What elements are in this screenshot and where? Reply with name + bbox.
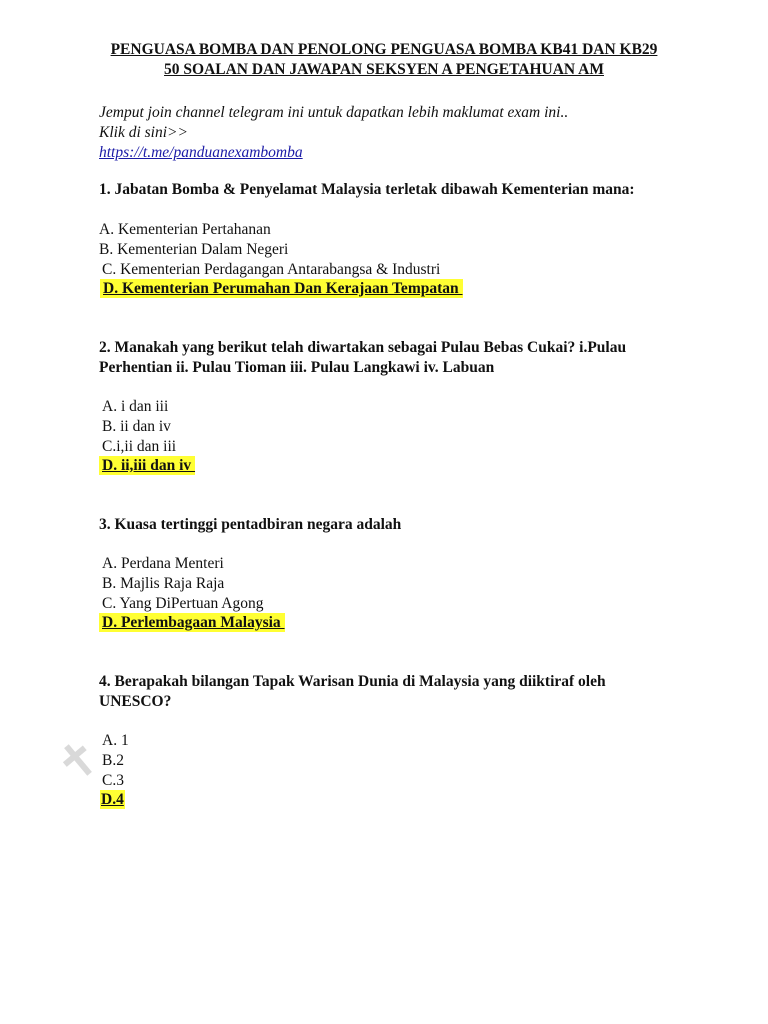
question-1-option-c: C. Kementerian Perdagangan Antarabangsa & Industri — [102, 261, 441, 278]
intro-click-here: Klik di sini>> — [99, 124, 188, 141]
question-2-answer: D. ii,iii dan iv — [99, 456, 195, 475]
question-3-option-b: B. Majlis Raja Raja — [102, 575, 225, 592]
question-2-option-a: A. i dan iii — [102, 398, 169, 415]
intro-text: Jemput join channel telegram ini untuk dapatkan lebih maklumat exam ini.. — [99, 104, 569, 121]
question-1-option-a: A. Kementerian Pertahanan — [99, 221, 271, 238]
question-4: 4. Berapakah bilangan Tapak Warisan Dunia di Malaysia yang diiktiraf oleh UNESCO? — [99, 673, 606, 710]
question-1-option-b: B. Kementerian Dalam Negeri — [99, 241, 289, 258]
question-4-option-b: B.2 — [102, 752, 124, 769]
question-3-answer: D. Perlembagaan Malaysia — [99, 613, 285, 632]
document-title-line-2: 50 SOALAN DAN JAWAPAN SEKSYEN A PENGETAHUAN AM — [164, 61, 604, 78]
question-4-option-a: A. 1 — [102, 732, 129, 749]
question-2: 2. Manakah yang berikut telah diwartakan sebagai Pulau Bebas Cukai? i.Pulau Perhentian ii. Pulau Tioman iii. Pulau Langkawi iv. Labuan — [99, 339, 627, 376]
telegram-link[interactable]: https://t.me/panduanexambomba — [99, 144, 303, 161]
question-1: 1. Jabatan Bomba & Penyelamat Malaysia terletak dibawah Kementerian mana: — [99, 181, 635, 198]
question-3-option-a: A. Perdana Menteri — [102, 555, 224, 572]
question-2-option-b: B. ii dan iv — [102, 418, 171, 435]
question-4-answer: D.4 — [101, 791, 124, 808]
question-2-option-c: C.i,ii dan iii — [102, 438, 177, 455]
question-4-option-c: C.3 — [102, 772, 124, 789]
cross-mark-icon — [58, 740, 98, 780]
question-1-answer: D. Kementerian Perumahan Dan Kerajaan Tempatan — [100, 279, 463, 298]
question-3-option-c: C. Yang DiPertuan Agong — [102, 595, 264, 612]
document-title-line-1: PENGUASA BOMBA DAN PENOLONG PENGUASA BOMBA KB41 DAN KB29 — [110, 41, 658, 58]
question-3: 3. Kuasa tertinggi pentadbiran negara adalah — [99, 516, 402, 533]
